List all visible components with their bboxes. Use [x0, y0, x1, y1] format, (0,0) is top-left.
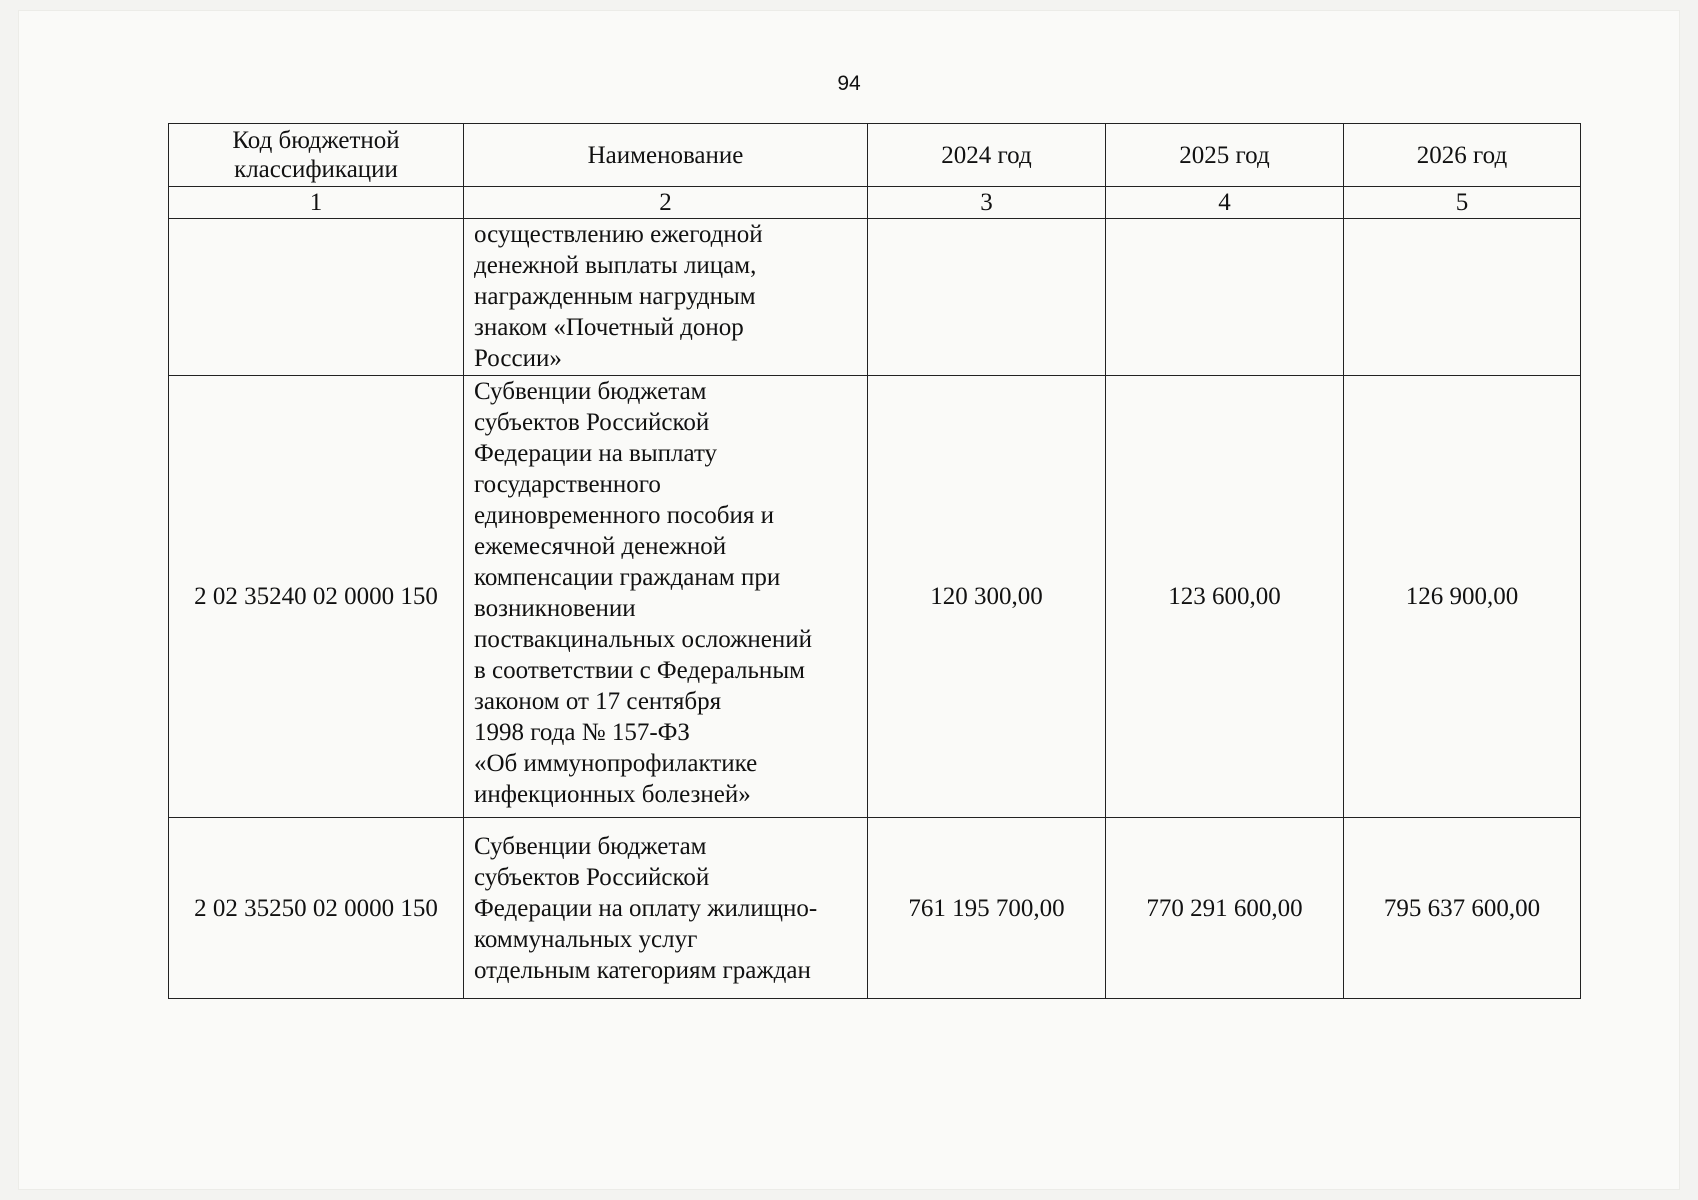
table-row	[169, 376, 1581, 818]
name-line: законом от 17 сентября	[474, 688, 722, 715]
header-name: Наименование	[464, 124, 868, 187]
name-cell	[464, 376, 868, 818]
column-number: 4	[1106, 187, 1344, 219]
value-2025-cell	[1106, 219, 1344, 376]
value-2024-cell: 761 195 700,00	[868, 818, 1106, 999]
name-line: награжденным нагрудным	[474, 283, 756, 310]
column-number-row	[169, 187, 1581, 219]
name-line: России»	[474, 345, 562, 372]
header-code: Код бюджетной классификации	[169, 124, 464, 187]
header-2026: 2026 год	[1344, 124, 1581, 187]
header-2024: 2024 год	[868, 124, 1106, 187]
name-line: субъектов Российской	[474, 863, 710, 891]
column-number: 2	[464, 187, 868, 219]
header-2025: 2025 год	[1106, 124, 1344, 187]
budget-table	[168, 123, 1581, 999]
value-2025-cell: 770 291 600,00	[1106, 818, 1344, 999]
name-line: государственного	[474, 471, 661, 498]
column-number: 5	[1344, 187, 1581, 219]
table-row	[169, 219, 1581, 376]
value-2026-cell	[1344, 219, 1581, 376]
name-line: осуществлению ежегодной	[474, 221, 763, 248]
page-number: 94	[837, 72, 861, 95]
value-2026-cell: 126 900,00	[1344, 376, 1581, 818]
name-line: возникновении	[474, 595, 636, 622]
budget-code-cell	[169, 219, 464, 376]
column-number: 3	[868, 187, 1106, 219]
name-line: компенсации гражданам при	[474, 564, 781, 591]
name-line: в соответствии с Федеральным	[474, 657, 805, 684]
name-line: инфекционных болезней»	[474, 781, 751, 808]
name-line: денежной выплаты лицам,	[474, 252, 757, 279]
name-line: знаком «Почетный донор	[474, 314, 744, 341]
table-row	[169, 818, 1581, 999]
name-line: Федерации на оплату жилищно-	[474, 894, 818, 922]
name-line: поствакцинальных осложнений	[474, 626, 812, 653]
value-2025-cell: 123 600,00	[1106, 376, 1344, 818]
name-line: отдельным категориям граждан	[474, 956, 811, 984]
name-line: субъектов Российской	[474, 409, 710, 436]
budget-code-cell: 2 02 35240 02 0000 150	[169, 376, 464, 818]
name-line: Федерации на выплату	[474, 440, 718, 467]
name-line: 1998 года № 157-ФЗ	[474, 719, 690, 746]
name-line: единовременного пособия и	[474, 502, 775, 529]
table-header-row	[169, 124, 1581, 187]
budget-code-cell: 2 02 35250 02 0000 150	[169, 818, 464, 999]
name-line: «Об иммунопрофилактике	[474, 750, 758, 777]
value-2024-cell: 120 300,00	[868, 376, 1106, 818]
name-cell	[464, 818, 868, 999]
name-cell	[464, 219, 868, 376]
name-line: Субвенции бюджетам	[474, 832, 707, 860]
name-line: ежемесячной денежной	[474, 533, 727, 560]
value-2024-cell	[868, 219, 1106, 376]
column-number: 1	[169, 187, 464, 219]
name-line: коммунальных услуг	[474, 925, 698, 953]
value-2026-cell: 795 637 600,00	[1344, 818, 1581, 999]
name-line: Субвенции бюджетам	[474, 378, 707, 405]
